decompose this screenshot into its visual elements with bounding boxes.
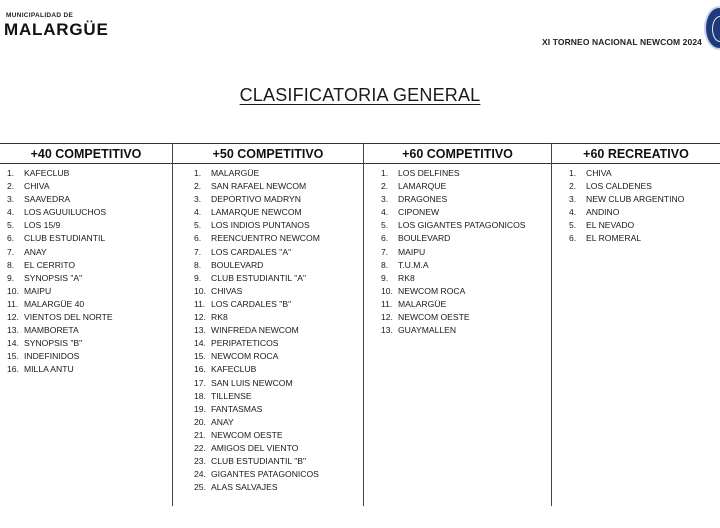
page-title-text: CLASIFICATORIA GENERAL: [239, 85, 481, 105]
team-position: 25.: [194, 482, 206, 493]
team-name: ANAY: [211, 416, 234, 427]
team-name: LOS INDIOS PUNTANOS: [211, 220, 310, 231]
team-position: 9.: [7, 272, 15, 283]
team-position: 3.: [381, 194, 389, 205]
team-row: [381, 272, 551, 285]
team-name: LOS CARDALES "A": [211, 246, 292, 257]
team-position: 12.: [381, 312, 393, 323]
team-row: [7, 324, 172, 337]
team-position: 14.: [194, 338, 206, 349]
team-row: [381, 311, 551, 324]
team-list: [0, 163, 172, 377]
team-position: 1.: [194, 168, 202, 178]
team-name: EL ROMERAL: [586, 233, 642, 244]
team-position: 9.: [381, 272, 389, 283]
team-name: KAFECLUB: [24, 168, 70, 178]
team-position: 21.: [194, 429, 206, 440]
team-position: 2.: [569, 181, 577, 192]
municipality-logo: [4, 12, 134, 40]
team-position: 6.: [381, 233, 389, 244]
team-name: CLUB ESTUDIANTIL: [24, 233, 106, 244]
team-name: NEWCOM OESTE: [211, 429, 283, 440]
team-name: SAN LUIS NEWCOM: [211, 377, 293, 388]
team-name: MILLA ANTU: [24, 364, 74, 375]
team-row: [7, 167, 172, 180]
team-row: [381, 232, 551, 245]
team-position: 6.: [7, 233, 15, 244]
team-row: [569, 206, 720, 219]
team-position: 18.: [194, 390, 206, 401]
team-position: 5.: [381, 220, 389, 231]
team-position: 11.: [7, 298, 19, 309]
team-name: EL NEVADO: [586, 220, 635, 231]
team-position: 22.: [194, 442, 206, 453]
standings-table: [0, 143, 720, 506]
team-row: [7, 272, 172, 285]
team-row: [194, 429, 363, 442]
logo-title: MALARGÜE: [4, 20, 109, 39]
team-name: REENCUENTRO NEWCOM: [211, 233, 320, 244]
category-heading: +60 RECREATIVO: [583, 147, 689, 161]
team-position: 7.: [7, 246, 15, 257]
team-row: [569, 219, 720, 232]
team-row: [381, 219, 551, 232]
team-position: 15.: [194, 351, 206, 362]
team-row: [194, 481, 363, 494]
team-name: CHIVA: [24, 181, 50, 192]
team-position: 8.: [7, 259, 15, 270]
team-row: [194, 311, 363, 324]
team-name: NEWCOM ROCA: [398, 285, 466, 296]
team-name: VIENTOS DEL NORTE: [24, 312, 113, 323]
team-position: 6.: [194, 233, 202, 244]
team-row: [194, 193, 363, 206]
team-name: LAMARQUE: [398, 181, 447, 192]
logo-subtitle: MUNICIPALIDAD DE: [6, 12, 74, 19]
team-position: 4.: [569, 207, 577, 218]
team-position: 13.: [381, 325, 393, 336]
team-position: 13.: [194, 325, 206, 336]
team-position: 12.: [194, 312, 206, 323]
team-name: RK8: [211, 312, 228, 323]
team-row: [7, 232, 172, 245]
team-position: 13.: [7, 325, 19, 336]
team-name: BOULEVARD: [398, 233, 451, 244]
team-row: [194, 219, 363, 232]
team-name: DEPORTIVO MADRYN: [211, 194, 301, 205]
team-name: CLUB ESTUDIANTIL "B": [211, 456, 307, 467]
team-row: [194, 272, 363, 285]
team-name: TILLENSE: [211, 390, 252, 401]
team-name: DRAGONES: [398, 194, 448, 205]
team-name: NEWCOM OESTE: [398, 312, 470, 323]
team-row: [194, 403, 363, 416]
team-position: 10.: [381, 285, 393, 296]
team-name: GIGANTES PATAGONICOS: [211, 469, 319, 480]
team-position: 3.: [7, 194, 15, 205]
team-name: LOS 15/9: [24, 220, 61, 231]
tournament-emblem-icon: [704, 6, 720, 50]
team-position: 5.: [194, 220, 202, 231]
team-row: [7, 350, 172, 363]
team-row: [381, 193, 551, 206]
team-row: [381, 324, 551, 337]
team-position: 15.: [7, 351, 19, 362]
team-name: NEWCOM ROCA: [211, 351, 279, 362]
team-row: [569, 232, 720, 245]
team-name: MALARGÜE 40: [24, 298, 85, 309]
team-row: [194, 455, 363, 468]
team-row: [569, 167, 720, 180]
team-name: SAAVEDRA: [24, 194, 71, 205]
team-row: [194, 232, 363, 245]
team-name: SYNOPSIS "B": [24, 338, 83, 349]
team-position: 17.: [194, 377, 206, 388]
team-position: 11.: [194, 298, 206, 309]
team-row: [194, 377, 363, 390]
team-name: LOS CALDENES: [586, 181, 652, 192]
team-name: LAMARQUE NEWCOM: [211, 207, 302, 218]
team-row: [381, 180, 551, 193]
category-column-60-recreativo: [552, 143, 720, 506]
team-row: [381, 206, 551, 219]
team-name: SAN RAFAEL NEWCOM: [211, 181, 307, 192]
team-name: ANAY: [24, 246, 47, 257]
team-position: 23.: [194, 456, 206, 467]
team-position: 2.: [7, 181, 15, 192]
team-position: 20.: [194, 416, 206, 427]
team-position: 7.: [194, 246, 202, 257]
team-name: CIPONEW: [398, 207, 440, 218]
category-column-60-competitivo: [364, 143, 551, 506]
team-name: NEW CLUB ARGENTINO: [586, 194, 685, 205]
team-row: [194, 390, 363, 403]
team-row: [194, 324, 363, 337]
team-name: CHIVA: [586, 168, 612, 178]
team-name: FANTASMAS: [211, 403, 263, 414]
team-row: [7, 246, 172, 259]
team-row: [7, 337, 172, 350]
team-name: RK8: [398, 272, 415, 283]
team-position: 2.: [194, 181, 202, 192]
team-position: 16.: [194, 364, 206, 375]
team-position: 24.: [194, 469, 206, 480]
team-position: 5.: [569, 220, 577, 231]
team-position: 12.: [7, 312, 19, 323]
team-row: [381, 259, 551, 272]
team-row: [194, 246, 363, 259]
team-row: [194, 442, 363, 455]
team-name: ANDINO: [586, 207, 620, 218]
team-position: 3.: [569, 194, 577, 205]
team-position: 4.: [381, 207, 389, 218]
team-name: GUAYMALLEN: [398, 325, 457, 336]
tournament-name: XI TORNEO NACIONAL NEWCOM 2024: [542, 37, 702, 47]
team-row: [194, 350, 363, 363]
team-name: INDEFINIDOS: [24, 351, 80, 362]
team-position: 2.: [381, 181, 389, 192]
team-row: [194, 259, 363, 272]
category-heading: +50 COMPETITIVO: [212, 147, 324, 161]
team-row: [381, 167, 551, 180]
team-row: [194, 363, 363, 376]
team-row: [569, 193, 720, 206]
team-name: KAFECLUB: [211, 364, 257, 375]
team-row: [7, 206, 172, 219]
team-row: [381, 285, 551, 298]
team-position: 14.: [7, 338, 19, 349]
team-list: [552, 163, 720, 246]
team-name: MALARGÜE: [211, 168, 260, 178]
team-name: CHIVAS: [211, 285, 243, 296]
team-row: [7, 259, 172, 272]
team-name: CLUB ESTUDIANTIL "A": [211, 272, 307, 283]
team-row: [7, 180, 172, 193]
team-row: [7, 298, 172, 311]
page-title: [0, 85, 720, 106]
team-name: T.U.M.A: [398, 259, 429, 270]
team-position: 10.: [194, 285, 206, 296]
team-name: MAMBORETA: [24, 325, 79, 336]
team-position: 1.: [569, 168, 577, 178]
team-row: [7, 311, 172, 324]
team-list: [364, 163, 551, 337]
team-position: 4.: [194, 207, 202, 218]
team-position: 11.: [381, 298, 393, 309]
team-position: 16.: [7, 364, 19, 375]
team-row: [194, 337, 363, 350]
team-name: LOS GIGANTES PATAGONICOS: [398, 220, 526, 231]
team-name: PERIPATETICOS: [211, 338, 279, 349]
team-position: 8.: [194, 259, 202, 270]
team-name: MAIPU: [398, 246, 426, 257]
team-name: LOS DELFINES: [398, 168, 460, 178]
team-row: [7, 363, 172, 376]
team-position: 6.: [569, 233, 577, 244]
team-row: [7, 285, 172, 298]
team-position: 19.: [194, 403, 206, 414]
team-position: 10.: [7, 285, 19, 296]
team-name: EL CERRITO: [24, 259, 76, 270]
category-heading: +40 COMPETITIVO: [30, 147, 142, 161]
category-column-40-competitivo: [0, 143, 172, 506]
team-row: [194, 468, 363, 481]
team-name: WINFREDA NEWCOM: [211, 325, 299, 336]
team-position: 7.: [381, 246, 389, 257]
team-row: [194, 416, 363, 429]
team-name: ALAS SALVAJES: [211, 482, 278, 493]
team-name: MAIPU: [24, 285, 52, 296]
category-heading: +60 COMPETITIVO: [402, 147, 513, 161]
team-position: 5.: [7, 220, 15, 231]
team-row: [194, 298, 363, 311]
team-list: [173, 163, 363, 494]
team-row: [7, 219, 172, 232]
team-name: LOS CARDALES "B": [211, 298, 292, 309]
team-position: 1.: [381, 168, 389, 178]
team-row: [569, 180, 720, 193]
team-row: [194, 285, 363, 298]
team-name: MALARGÜE: [398, 298, 447, 309]
category-column-50-competitivo: [173, 143, 363, 506]
team-row: [381, 298, 551, 311]
team-position: 8.: [381, 259, 389, 270]
team-name: LOS AGUUILUCHOS: [24, 207, 107, 218]
team-position: 3.: [194, 194, 202, 205]
team-row: [381, 246, 551, 259]
team-row: [194, 206, 363, 219]
team-row: [194, 180, 363, 193]
team-row: [7, 193, 172, 206]
team-position: 4.: [7, 207, 15, 218]
team-name: BOULEVARD: [211, 259, 264, 270]
team-position: 1.: [7, 168, 15, 178]
team-name: SYNOPSIS "A": [24, 272, 83, 283]
team-name: AMIGOS DEL VIENTO: [211, 442, 299, 453]
team-row: [194, 167, 363, 180]
team-position: 9.: [194, 272, 202, 283]
